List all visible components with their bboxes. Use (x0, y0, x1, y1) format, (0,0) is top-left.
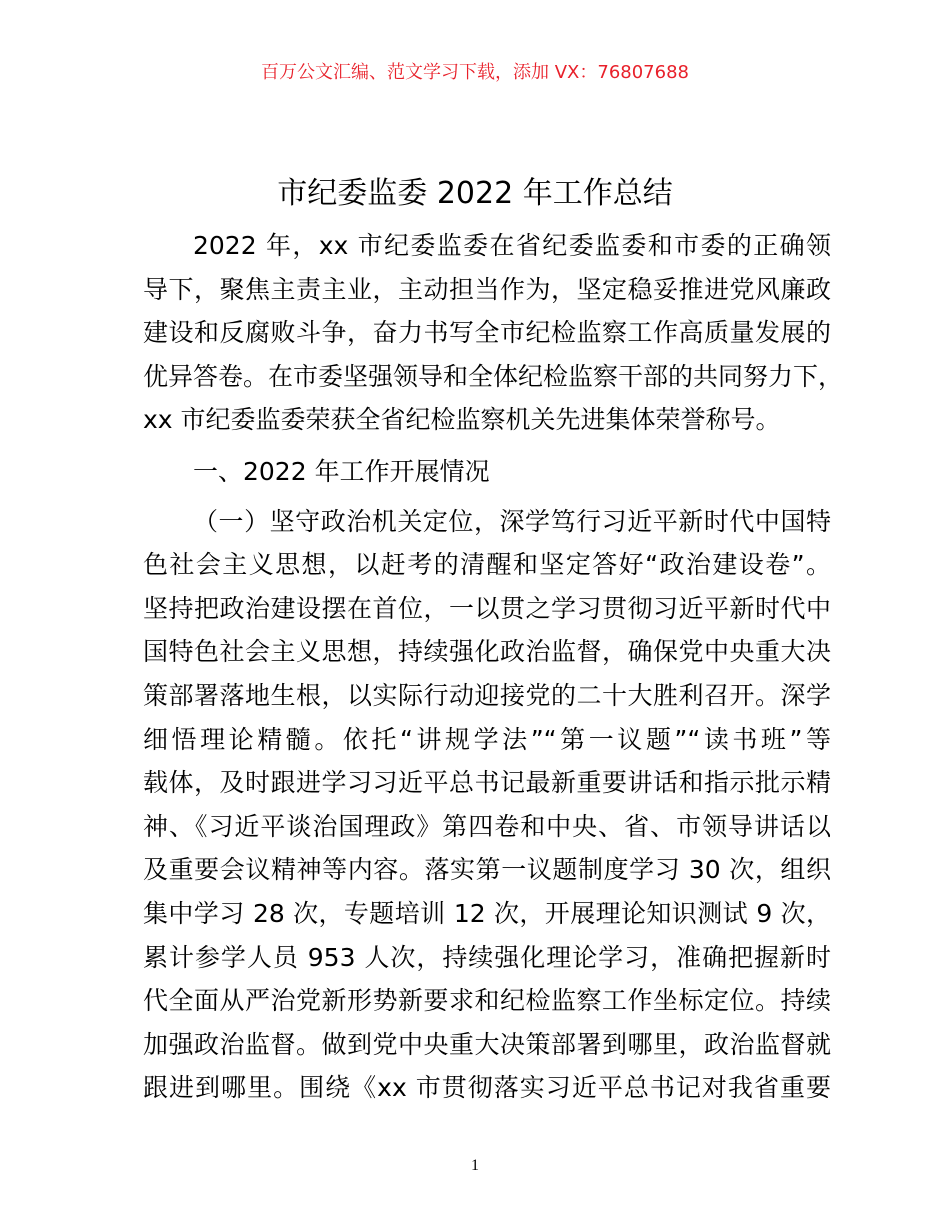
text-line: 2022 年，xx 市纪委监委在省纪委监委和市委的正确领 (193, 231, 831, 260)
text-line: 国特色社会主义思想，持续强化政治监督，确保党中央重大决 (143, 637, 831, 667)
text-line: 加强政治监督。做到党中央重大决策部署到哪里，政治监督就 (143, 1029, 831, 1059)
text-line: xx 市纪委监委荣获全省纪检监察机关先进集体荣誉称号。 (143, 405, 781, 435)
paragraph-section-1 (143, 500, 831, 1110)
text-line: 细悟理论精髓。依托“讲规学法”“第一议题”“读书班”等 (143, 724, 831, 754)
text-line: 优异答卷。在市委坚强领导和全体纪检监察干部的共同努力下， (143, 361, 844, 391)
text-line: 集中学习 28 次，专题培训 12 次，开展理论知识测试 9 次， (143, 898, 831, 928)
text-line: 导下，聚焦主责主业，主动担当作为，坚定稳妥推进党风廉政 (143, 274, 831, 304)
text-line: 神、《习近平谈治国理政》第四卷和中央、省、市领导讲话以 (143, 811, 831, 841)
text-line: 建设和反腐败斗争，奋力书写全市纪检监察工作高质量发展的 (143, 318, 831, 348)
document-title: 市纪委监委 2022 年工作总结 (277, 176, 673, 211)
paragraph-intro (143, 224, 844, 442)
text-line: 坚持把政治建设摆在首位，一以贯之学习贯彻习近平新时代中 (143, 593, 831, 623)
section-heading: 一、2022 年工作开展情况 (193, 456, 490, 486)
watermark-banner: 百万公文汇编、范文学习下载，添加 VX：76807688 (261, 62, 689, 83)
text-line: 载体，及时跟进学习习近平总书记最新重要讲话和指示批示精 (143, 768, 831, 798)
text-line: 累计参学人员 953 人次，持续强化理论学习，准确把握新时 (143, 942, 831, 972)
text-line: 跟进到哪里。围绕《xx 市贯彻落实习近平总书记对我省重要 (143, 1073, 831, 1103)
text-line: 代全面从严治党新形势新要求和纪检监察工作坐标定位。持续 (143, 986, 831, 1016)
text-line: 及重要会议精神等内容。落实第一议题制度学习 30 次，组织 (143, 855, 831, 885)
text-line: 策部署落地生根，以实际行动迎接党的二十大胜利召开。深学 (143, 680, 831, 710)
text-line: 色社会主义思想，以赶考的清醒和坚定答好“政治建设卷”。 (143, 550, 831, 580)
page-number: 1 (471, 1157, 479, 1174)
document-body (143, 224, 844, 1110)
text-line: （一）坚守政治机关定位，深学笃行习近平新时代中国特 (193, 506, 831, 536)
